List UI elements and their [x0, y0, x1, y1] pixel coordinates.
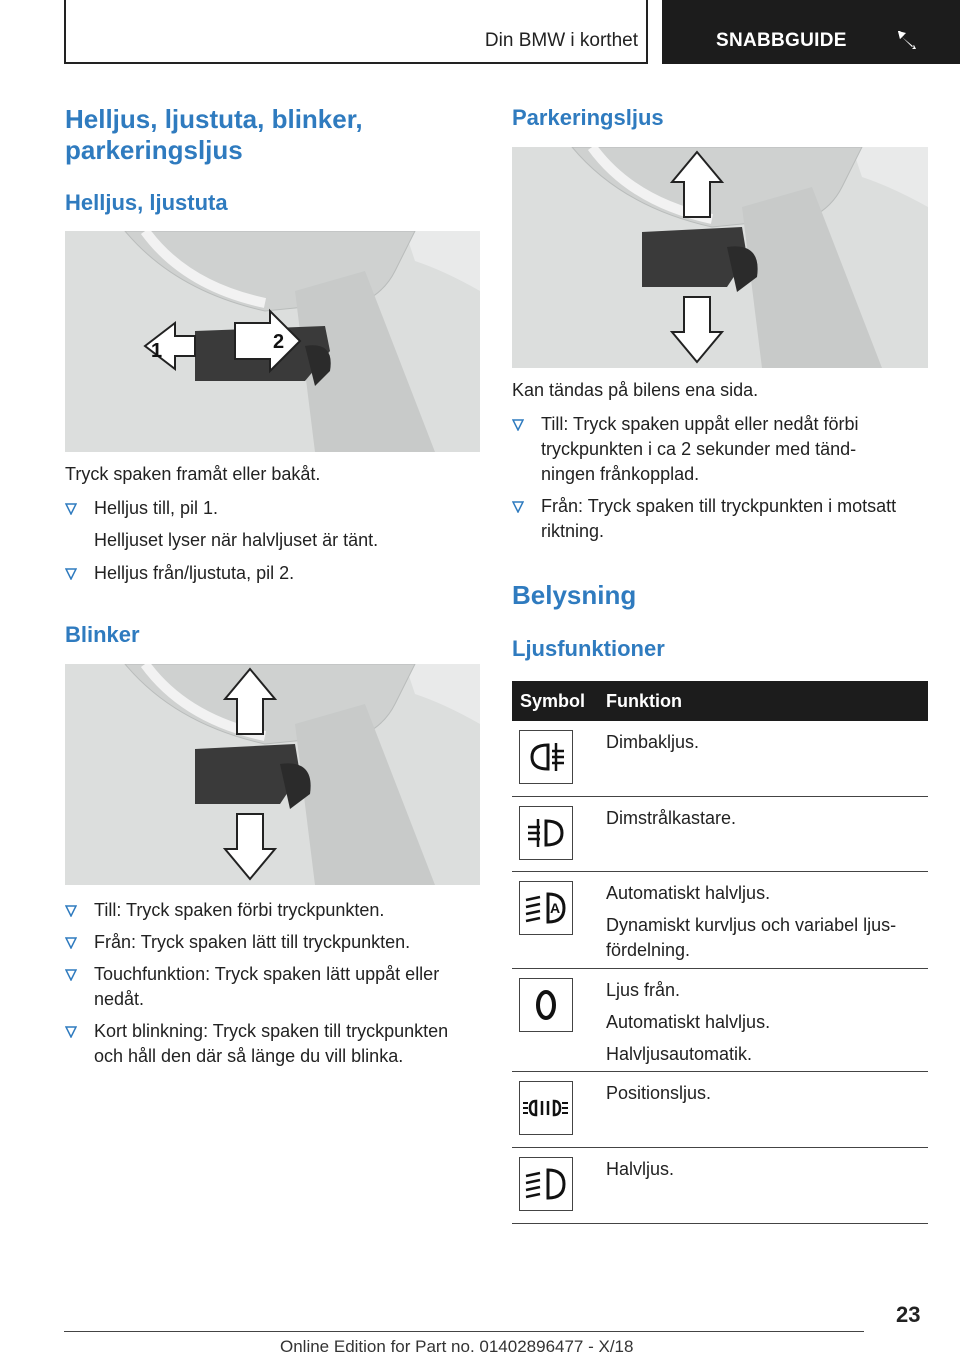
- bullet-triangle-icon: [512, 501, 524, 513]
- high-beam-illustration: [65, 231, 480, 452]
- section-title: Din BMW i korthet: [484, 30, 638, 51]
- lights-off-icon: [519, 978, 573, 1032]
- front-fog-light-icon: [519, 806, 573, 860]
- bullet-text-cont: riktning.: [541, 521, 605, 541]
- column-header-function: Funktion: [606, 691, 682, 711]
- rear-fog-light-icon: [519, 730, 573, 784]
- function-line: Ljus från.: [606, 980, 681, 1000]
- table-row: [512, 1072, 928, 1148]
- bullet-continuation: Helljuset lyser när halvljuset är tänt.: [94, 530, 379, 550]
- quickguide-label: SNABBGUIDE: [716, 30, 847, 51]
- table-row: [512, 797, 928, 872]
- quickguide-arrow-icon: [894, 27, 920, 53]
- title-line-2: parkeringsljus: [65, 135, 243, 165]
- parking-light-icon: [519, 1081, 573, 1135]
- arrow-label-1: 1: [151, 340, 163, 362]
- column-header-symbol: Symbol: [520, 691, 586, 711]
- bullet-triangle-icon: [512, 419, 524, 431]
- arrow-down-icon: [672, 297, 722, 362]
- table-row: [512, 872, 928, 969]
- table-row: [512, 1148, 928, 1224]
- row-text: [606, 1157, 926, 1182]
- bullet-triangle-icon: [65, 969, 77, 981]
- bullet-triangle-icon: [65, 568, 77, 580]
- footer-divider: [64, 1331, 864, 1332]
- bullet-text: Från: Tryck spaken lätt till tryckpunkten.: [94, 932, 411, 952]
- function-line: Automatiskt halvljus.: [606, 1012, 771, 1032]
- table-header: [512, 681, 928, 721]
- table-row: [512, 969, 928, 1072]
- bullet-text: Touchfunktion: Tryck spaken lätt uppåt eller: [94, 964, 440, 984]
- bullet-text-cont: nedåt.: [94, 989, 145, 1009]
- list-item: [512, 412, 929, 487]
- function-line: Halvljusautomatik.: [606, 1044, 753, 1064]
- auto-low-beam-icon: [519, 881, 573, 935]
- subheading-turn-signal: Blinker: [65, 622, 140, 647]
- bullet-text: Helljus från/ljustuta, pil 2.: [94, 563, 295, 583]
- row-text: [606, 881, 926, 963]
- row-text: [606, 1081, 926, 1106]
- row-text: [606, 730, 926, 755]
- bullet-text: Till: Tryck spaken förbi tryckpunkten.: [94, 900, 385, 920]
- turn-signal-illustration: [65, 664, 480, 885]
- list-item: [65, 561, 480, 586]
- bullet-triangle-icon: [65, 937, 77, 949]
- table-row: [512, 721, 928, 797]
- row-text: [606, 806, 926, 831]
- high-beam-intro: Tryck spaken framåt eller bakåt.: [65, 464, 321, 484]
- function-line: Positionsljus.: [606, 1083, 712, 1103]
- footer-edition: Online Edition for Part no. 01402896477 - X/18: [280, 1337, 634, 1356]
- bullet-triangle-icon: [65, 1026, 77, 1038]
- bullet-triangle-icon: [65, 503, 77, 515]
- low-beam-icon: [519, 1157, 573, 1211]
- list-item: [65, 898, 480, 923]
- function-line: Halvljus.: [606, 1159, 675, 1179]
- bullet-text-cont: ningen frånkopplad.: [541, 464, 700, 484]
- bullet-text-cont: och håll den där så länge du vill blinka.: [94, 1046, 404, 1066]
- bullet-text-cont: tryckpunkten i ca 2 sekunder med tänd-: [541, 439, 857, 459]
- function-line: Dynamiskt kurvljus och variabel ljus-: [606, 915, 897, 935]
- title-line-1: Helljus, ljustuta, blinker,: [65, 104, 363, 134]
- list-item: [65, 930, 480, 955]
- bullet-text: Från: Tryck spaken till tryckpunkten i motsatt: [541, 496, 897, 516]
- page-title: [65, 104, 480, 166]
- list-item: [65, 962, 480, 1012]
- arrow-down-icon: [225, 814, 275, 879]
- bullet-text: Kort blinkning: Tryck spaken till tryckpunkten: [94, 1021, 449, 1041]
- row-text: [606, 978, 926, 1067]
- arrow-label-2: 2: [273, 331, 285, 353]
- list-item: [512, 494, 929, 544]
- quickguide-tab[interactable]: [662, 0, 960, 64]
- section-heading-lighting: Belysning: [512, 580, 637, 610]
- subheading-light-functions: Ljusfunktioner: [512, 636, 665, 661]
- subheading-parking-light: Parkeringsljus: [512, 105, 664, 130]
- function-line: fördelning.: [606, 940, 691, 960]
- svg-text:A: A: [550, 900, 561, 916]
- function-line: Dimstrålkastare.: [606, 808, 737, 828]
- list-item: [65, 496, 480, 553]
- bullet-text: Helljus till, pil 1.: [94, 498, 219, 518]
- list-item: [65, 1019, 480, 1069]
- bullet-triangle-icon: [65, 905, 77, 917]
- parking-light-illustration: [512, 147, 928, 368]
- subheading-high-beam: Helljus, ljustuta: [65, 190, 228, 215]
- function-line: Automatiskt halvljus.: [606, 883, 771, 903]
- page-number: 23: [896, 1302, 921, 1327]
- parking-light-intro: Kan tändas på bilens ena sida.: [512, 380, 759, 400]
- bullet-text: Till: Tryck spaken uppåt eller nedåt förbi: [541, 414, 859, 434]
- function-line: Dimbakljus.: [606, 732, 700, 752]
